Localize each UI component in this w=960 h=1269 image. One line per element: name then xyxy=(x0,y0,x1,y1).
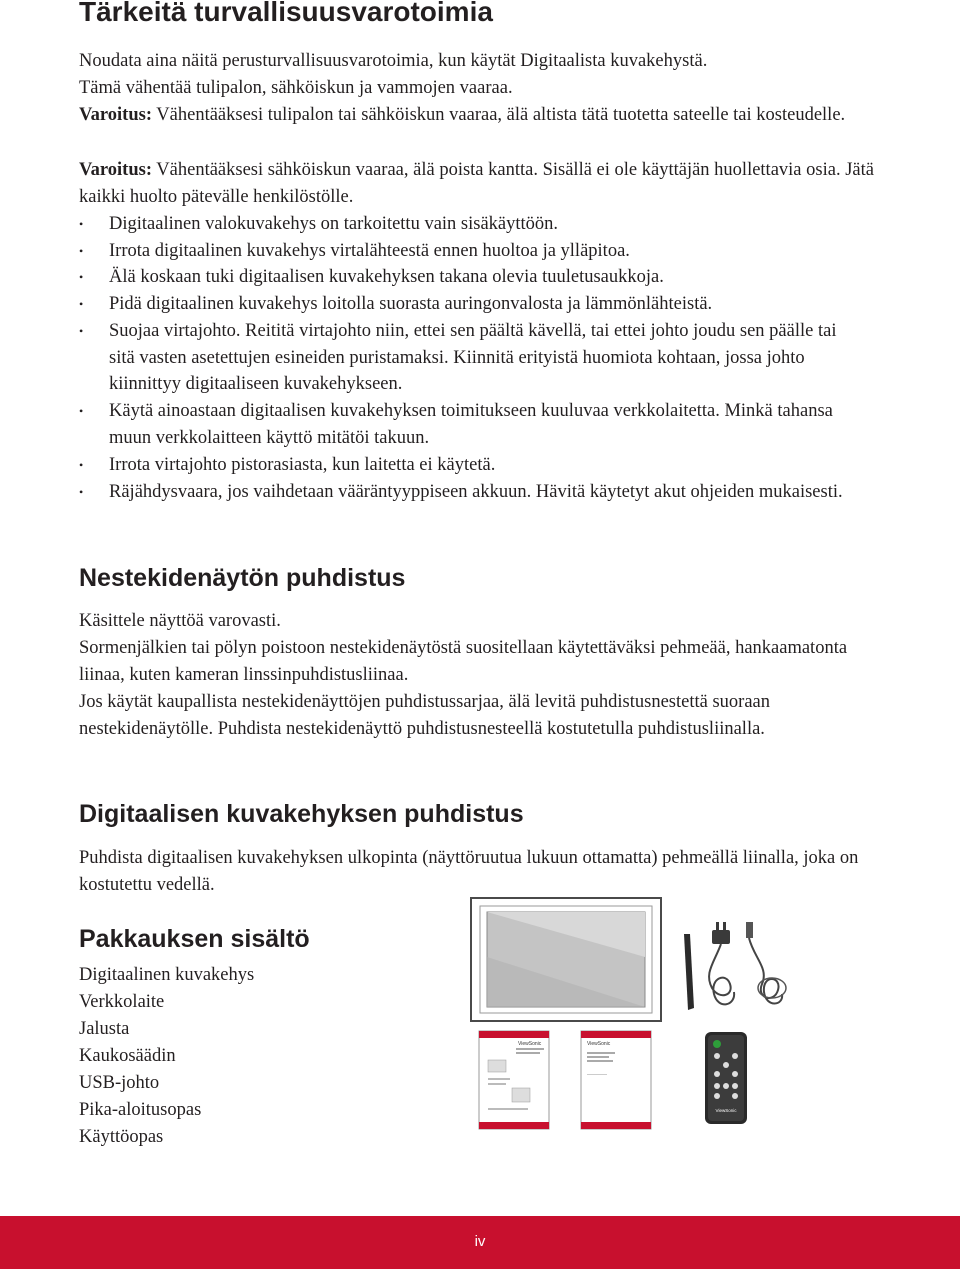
bullet-item xyxy=(79,479,859,506)
bullet-text: Räjähdysvaara, jos vaihdetaan vääräntyyppiseen akkuun. Hävitä käytetyt akut ohjeiden mukaisesti. xyxy=(109,482,843,502)
bullet-icon: • xyxy=(79,324,84,338)
quick-start-guide-image xyxy=(478,1030,550,1130)
warning-paragraph-2 xyxy=(79,157,899,210)
warning-label: Varoitus: xyxy=(79,160,152,180)
bullet-item xyxy=(79,238,879,265)
bullet-text: Pidä digitaalinen kuvakehys loitolla suorasta auringonvalosta ja lämmönlähteistä. xyxy=(109,294,713,314)
remote-control-image xyxy=(703,1030,749,1126)
page-number: iv xyxy=(474,1233,486,1250)
list-item: USB-johto xyxy=(79,1073,160,1093)
section-title-package-contents: Pakkauksen sisältö xyxy=(79,925,310,953)
warning-text-1: Vähentääksesi tulipalon tai sähköiskun vaaraa, älä altista tätä tuotetta sateelle tai kosteudelle. xyxy=(152,105,846,125)
remote-brand-text: ViewSonic xyxy=(715,1108,737,1113)
photo-frame-image xyxy=(470,897,662,1022)
bullet-icon: • xyxy=(79,404,84,418)
bullet-icon: • xyxy=(79,270,84,284)
bullet-text: Käytä ainoastaan digitaalisen kuvakehyksen toimitukseen kuuluvaa verkkolaitetta. Minkä tahansa muun verkkolaitteen käyttö mitätöi takuun. xyxy=(109,401,833,448)
list-item: Pika-aloitusopas xyxy=(79,1100,202,1120)
user-guide-image xyxy=(580,1030,652,1130)
package-contents-list xyxy=(79,962,254,1151)
bullet-item xyxy=(79,211,879,238)
intro-line-2: Tämä vähentää tulipalon, sähköiskun ja vammojen vaaraa. xyxy=(79,78,513,98)
list-item: Verkkolaite xyxy=(79,992,165,1012)
list-item: Jalusta xyxy=(79,1019,130,1039)
warning-label: Varoitus: xyxy=(79,105,152,125)
frame-cleaning-paragraph: Puhdista digitaalisen kuvakehyksen ulkopinta (näyttöruutua lukuun ottamatta) pehmeällä liinalla, joka on kostutettu vedellä. xyxy=(79,848,859,895)
bullet-icon: • xyxy=(79,458,84,472)
lcd-paragraph-3: Jos käytät kaupallista nestekidenäyttöjen puhdistussarjaa, älä levitä puhdistusnestettä suoraan nestekidenäytölle. Puhdista nestekidenäyttö puhdistusnesteellä kostutetulla puhdistusliinalla. xyxy=(79,692,771,739)
bullet-text: Irrota virtajohto pistorasiasta, kun laitetta ei käytetä. xyxy=(109,455,496,475)
warning-text-2: Vähentääksesi sähköiskun vaaraa, älä poista kantta. Sisällä ei ole käyttäjän huollettavia osia. Jätä kaikki huolto pätevälle henkilöstölle. xyxy=(79,160,874,207)
bullet-item xyxy=(79,264,879,291)
bullet-text: Älä koskaan tuki digitaalisen kuvakehyksen takana olevia tuuletusaukkoja. xyxy=(109,267,664,287)
list-item: Käyttöopas xyxy=(79,1127,164,1147)
footer-bar xyxy=(0,1216,960,1269)
warning-paragraph-1 xyxy=(79,102,899,129)
lcd-paragraph-2: Sormenjälkien tai pölyn poistoon nestekidenäytöstä suositellaan käytettäväksi pehmeää, hankaamatonta liinaa, kuten kameran linssinpuhdistusliinaa. xyxy=(79,638,848,685)
bullet-icon: • xyxy=(79,297,84,311)
bullet-icon: • xyxy=(79,244,84,258)
section-title-frame-cleaning: Digitaalisen kuvakehyksen puhdistus xyxy=(79,800,524,828)
bullet-item xyxy=(79,398,869,451)
lcd-paragraph-1: Käsittele näyttöä varovasti. xyxy=(79,611,281,631)
bullet-item xyxy=(79,291,879,318)
bullet-icon: • xyxy=(79,217,84,231)
list-item: Kaukosäädin xyxy=(79,1046,176,1066)
bullet-text: Irrota digitaalinen kuvakehys virtalähteestä ennen huoltoa ja ylläpitoa. xyxy=(109,241,630,261)
guide-brand-text: ViewSonic xyxy=(518,1041,542,1047)
bullet-item xyxy=(79,452,879,479)
bullet-item xyxy=(79,318,859,398)
bullet-text: Digitaalinen valokuvakehys on tarkoitettu vain sisäkäyttöön. xyxy=(109,214,559,234)
bullet-icon: • xyxy=(79,485,84,499)
adapter-stand-cable-image xyxy=(674,918,794,1018)
section-title-safety: Tärkeitä turvallisuusvarotoimia xyxy=(79,0,493,27)
list-item: Digitaalinen kuvakehys xyxy=(79,965,255,985)
bullet-text: Suojaa virtajohto. Reititä virtajohto niin, ettei sen päältä kävellä, tai ettei johto joudu sen päälle tai sitä vasten asetettujen esineiden puristamaksi. Kiinnitä erityistä huomiota kohtaan, jossa johto kiinnittyy digitaaliseen kuvakehykseen. xyxy=(109,321,837,395)
guide-brand-text: ViewSonic xyxy=(587,1041,611,1047)
intro-line-1: Noudata aina näitä perusturvallisuusvarotoimia, kun käytät Digitaalista kuvakehystä. xyxy=(79,51,708,71)
section-title-lcd-cleaning: Nestekidenäytön puhdistus xyxy=(79,564,406,592)
